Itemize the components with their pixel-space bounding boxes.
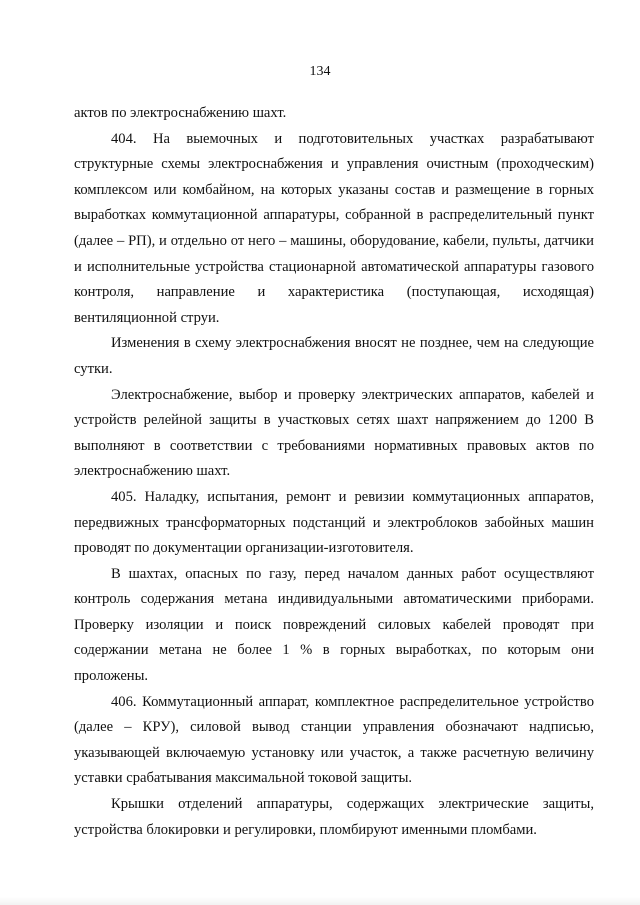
paragraph-continuation: актов по электроснабжению шахт.: [74, 105, 287, 121]
paragraph-changes: Изменения в схему электроснабжения вносят не позднее, чем на следующие сутки.: [74, 335, 594, 377]
paragraph-406: 406. Коммутационный аппарат, комплектное распределительное устройство (далее – КРУ), силовой вывод станции управления обозначают надписью, указывающей включаемую установку или участок, а также расчетную величину уставки срабатывания максимальной токовой защиты.: [74, 693, 594, 787]
paragraph-405: 405. Наладку, испытания, ремонт и ревизии коммутационных аппаратов, передвижных трансформаторных подстанций и электроблоков забойных машин проводят по документации организации-изготовителя.: [74, 488, 594, 557]
paragraph-404: 404. На выемочных и подготовительных участках разрабатывают структурные схемы электроснабжения и управления очистным (проходческим) комплексом или комбайном, на которых указаны состав и размещение в горных выработках коммутационной аппаратуры, собранной в распределительный пункт (далее – РП), и отдельно от него – машины, оборудование, кабели, пульты, датчики и исполнительные устройства стационарной автоматической аппаратуры газового контроля, направление и характеристика (поступающая, исходящая) вентиляционной струи.: [74, 130, 594, 326]
scan-edge: [0, 897, 640, 905]
paragraph-covers: Крышки отделений аппаратуры, содержащих электрические защиты, устройства блокировки и регулировки, пломбируют именными пломбами.: [74, 796, 594, 838]
paragraph-gas-mines: В шахтах, опасных по газу, перед началом данных работ осуществляют контроль содержания метана индивидуальными автоматическими приборами. Проверку изоляции и поиск повреждений силовых кабелей проводят при содержании метана не более 1 % в горных выработках, по которым они проложены.: [74, 565, 594, 685]
page-number: 134: [309, 64, 331, 79]
paragraph-power-supply: Электроснабжение, выбор и проверку электрических аппаратов, кабелей и устройств релейной защиты в участковых сетях шахт напряжением до 1200 В выполняют в соответствии с требованиями нормативных правовых актов по электроснабжению шахт.: [74, 386, 594, 480]
document-body: [74, 101, 594, 843]
